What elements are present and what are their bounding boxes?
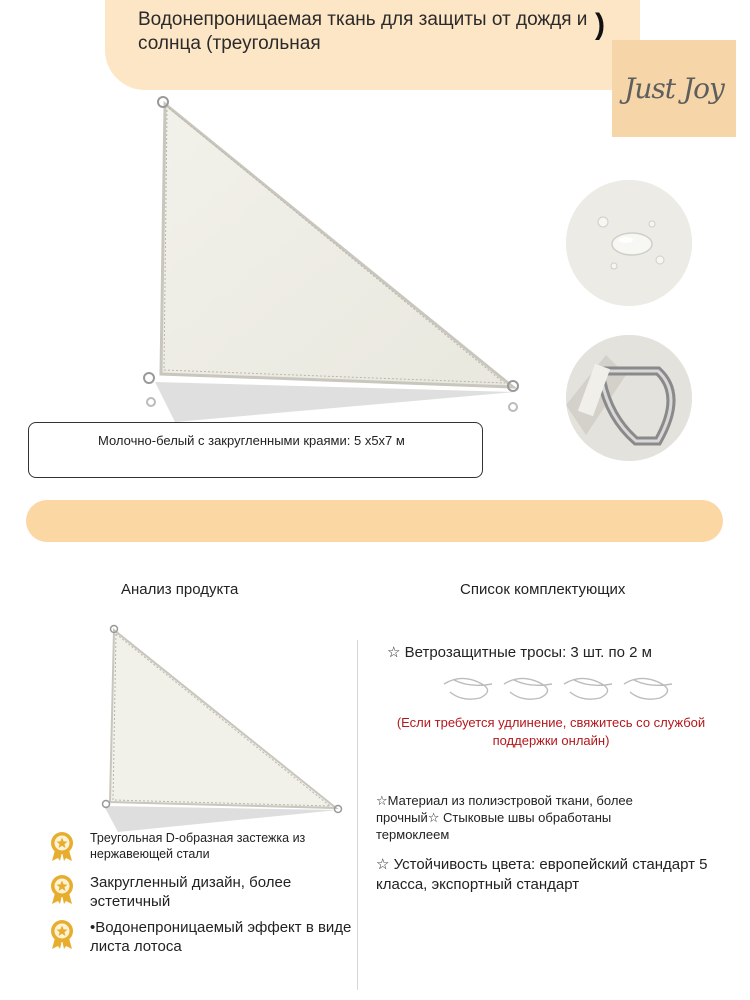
medal-icon [46,830,78,862]
kit-ropes: ☆ Ветрозащитные тросы: 3 шт. по 2 м [387,644,652,661]
brand-logo-text: Just Joy [624,72,724,105]
kit-colorfast: ☆ Устойчивость цвета: европейский стандарт 5 класса, экспортный стандарт [376,856,708,893]
feature-item [46,830,345,862]
medal-icon [46,873,78,905]
column-divider [357,640,358,990]
section-title-analysis: Анализ продукта [121,581,239,598]
waterproof-droplet-image [566,180,692,306]
title-closing-paren: ) [595,8,605,41]
feature-text: •Водонепроницаемый эффект в виде листа лотоса [90,919,352,955]
brand-logo [612,40,736,137]
feature-item [46,918,355,956]
feature-text: Треугольная D-образная застежка из нержавеющей стали [90,831,306,861]
section-divider-band [26,500,723,542]
d-ring-detail-image [566,335,692,461]
feature-item [46,873,360,911]
kit-material: ☆Материал из полиэстровой ткани, более прочный☆ Стыковые швы обработаны термоклеем [376,793,633,842]
hero-caption: Молочно-белый с закругленными краями: 5 x5x7 м [98,433,405,448]
hero-caption-box [28,422,483,478]
product-analysis-image [98,622,348,840]
kit-extension-note: (Если требуется удлинение, свяжитесь со службой поддержки онлайн) [396,715,706,748]
hero-sail-image [135,92,525,422]
feature-text: Закругленный дизайн, более эстетичный [90,874,292,910]
ropes-image [440,672,680,706]
medal-icon [46,918,78,950]
product-title: Водонепроницаемая ткань для защиты от дождя и солнца (треугольная [138,9,588,54]
section-title-kit: Список комплектующих [460,581,626,598]
